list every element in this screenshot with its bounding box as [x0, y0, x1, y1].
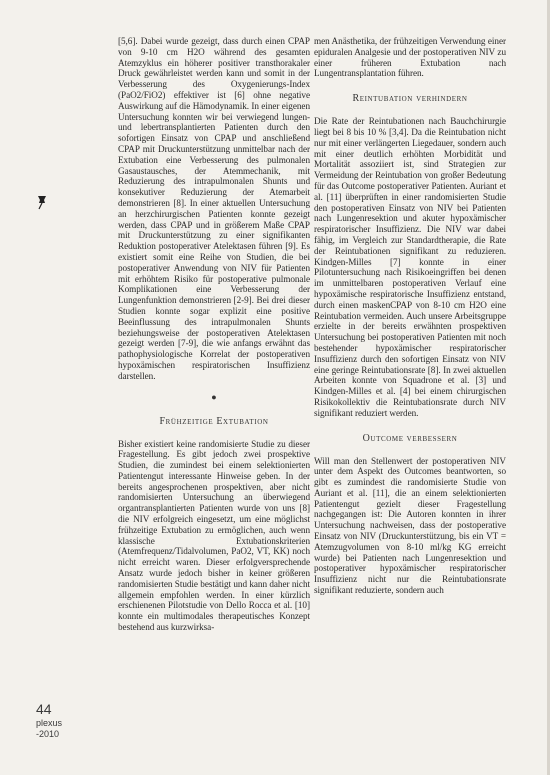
body-paragraph: Die Rate der Reintubationen nach Bauchchirurgie liegt bei 8 bis 10 % [3,4]. Da die Reintubation nicht nur mit einer verlängerten Liegedauer, sondern auch mit einer deutlich erhöhten Morbidität und Mortalität assoziiert ist, sind Strategien zur Vermeidung der Reintubation von großer Bedeutung für das Outcome postoperativer Patienten. Auriant et al. [11] überprüften in einer randomisierten Studie den postoperativen Einsatz von NIV bei Patienten nach Lungenresektion und akuter hypoxämischer respiratorischer Insuffizienz. Die NIV war dabei fähig, im Vergleich zur Standardtherapie, die Rate der Reintubationen signifikant zu reduzieren. Kindgen-Milles [7] konnte in einer Pilotuntersuchung nach Risikoeingriffen bei denen im unmittelbaren postoperativen Verlauf eine hypoxämische respiratorische Insuffizienz entstand, durch einen maskenCPAP von 8-10 cm H2O eine Reintubation vermeiden. Auch unsere Arbeitsgruppe erzielte in der bereits erwähnten prospektiven Untersuchung bei postoperativen Patienten mit noch bestehender hypoxämischer respiratorischer Insuffizienz durch den sofortigen Einsatz von NIV eine geringe Reintubationsrate [8]. In zwei aktuellen Arbeiten konnte von Squadrone et al. [3] und Kindgen-Milles et al. [4] bei einem chirurgischen Risikokollektiv die Reintubationsrate durch NIV signifikant reduziert werden.: [314, 116, 506, 418]
issue-label: -2010: [36, 729, 60, 739]
body-paragraph: men Anästhetika, der frühzeitigen Verwendung einer epiduralen Analgesie und der postoperativen NIV zu einer früheren Extubation nach Lungentransplantation führen.: [314, 36, 506, 79]
left-column: [118, 36, 310, 633]
section-marker: ●: [211, 391, 217, 402]
page-footer: [36, 702, 96, 739]
section-heading-prevent-reintubation: Reintubation verhindern: [352, 93, 468, 105]
body-paragraph: Bisher existiert keine randomisierte Studie zu dieser Fragestellung. Es gibt jedoch zwei prospektive Studien, die zumindest bei einem selektionierten Patientengut interessante Hinweise geben. In der bereits angesprochenen prospektiven, aber nicht randomisierten Untersuchung an überwiegend organtransplantierten Patienten wurde von uns [8] die NIV erfolgreich eingesetzt, um eine möglichst frühzeitige Extubation zu ermöglichen, auch wenn klassische Extubationskriterien (Atemfrequenz/Tidalvolumen, PaO2, VT, KK) noch nicht erreicht waren. Dieser erfolgversprechende Ansatz wurde jedoch bisher in keiner größeren randomisierten Studie bestätigt und kann daher nicht allgemein empfohlen werden. In einer kürzlich erschienenen Pilotstudie von Dello Rocca et al. [10] konnte ein multimodales therapeutisches Konzept bestehend aus kurzwirksa-: [118, 438, 310, 633]
magazine-name: plexus: [36, 718, 63, 728]
section-heading-early-extubation: Frühzeitige Extubation: [159, 415, 269, 427]
body-paragraph: [5,6]. Dabei wurde gezeigt, dass durch einen CPAP von 9-10 cm H2O während des gesamten Atemzyklus ein höherer positiver transthorakaler Druck gewährleistet werden kann und somit in der Verbesserung des Oxygenierungs-Index (PaO2/FiO2) effektiver ist [6] ohne negative Auswirkung auf die Hämodynamik. In einer eigenen Untersuchung konnten wir bei verwiegend lungen- und lebertransplantierten Patienten durch den sofortigen Einsatz von CPAP und anschließend CPAP mit Druckunterstützung unmittelbar nach der Extubation eine Verbesserung des pulmonalen Gasaustausches, der Atemmechanik, mit Reduzierung des intrapulmonalen Shunts und konsekutiver Reduzierung der Atemarbeit demonstrieren [8]. In einer aktuellen Untersuchung an herzchirurgischen Patienten konnte gezeigt werden, dass CPAP und in größerem Maße CPAP mit Druckunterstützung zu einer signifikanten Reduktion postoperativer Atelektasen führen [9]. Es existiert somit eine Reihe von Studien, die bei postoperativer Anwendung von NIV für Patienten mit erhöhtem Risiko für postoperative pulmonale Komplikationen eine Verbesserung der Lungenfunktion demonstrieren [2-9]. Bei drei dieser Studien konnte sogar explizit eine positive Beeinflussung des intrapulmonalen Shunts beziehungsweise der postoperativen Atelektasen gezeigt werden [7-9], die wie anfangs erwähnt das pathophysiologische Korrelat der postoperativen hypoxämischen respiratorischen Insuffizienz darstellen.: [118, 36, 310, 381]
pushpin-icon: [34, 194, 50, 210]
page-number: 44: [36, 701, 52, 717]
section-heading-improve-outcome: Outcome verbessern: [362, 432, 458, 444]
body-paragraph: Will man den Stellenwert der postoperativen NIV unter dem Aspekt des Outcomes beantworten, so gibt es zumindest die randomisierte Studie von Auriant et al. [11], die an einem selektionierten Patientengut gezielt dieser Fragestellung nachgegangen ist: Die Autoren konnten in ihrer Untersuchung nachweisen, dass der postoperative Einsatz von NIV (Druckunterstützung, bis ein VT = Atemzugvolumen von 8-10 ml/kg KG erreicht wurde) bei Patienten nach Lungenresektion und postoperativer hypoxämischer respiratorischer Insuffizienz nicht nur die Reintubationsrate signifikant reduzierte, sondern auch: [314, 455, 506, 596]
right-column: [314, 36, 506, 596]
